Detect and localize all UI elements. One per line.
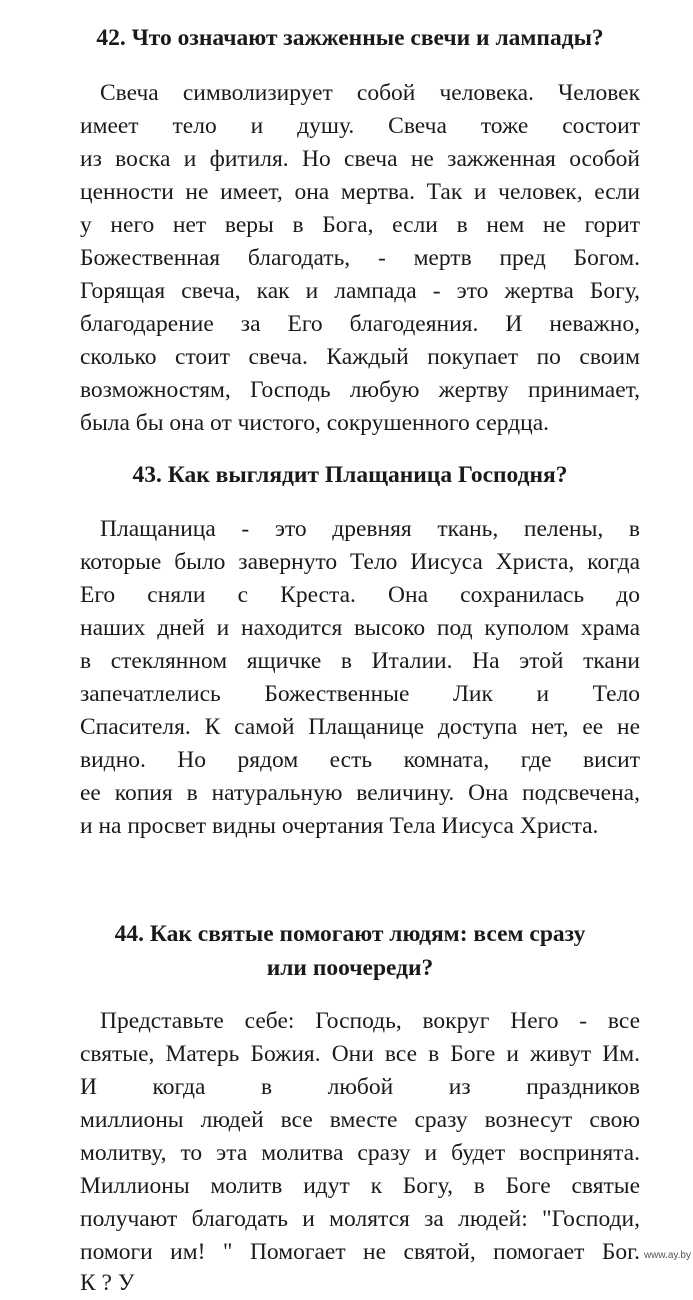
section-43-heading: 43. Как выглядит Плащаница Господня?: [132, 462, 568, 488]
paragraph-line: которые было завернуто Тело Иисуса Христа, когда: [80, 549, 640, 575]
paragraph-line: у него нет веры в Бога, если в нем не горит: [80, 212, 640, 238]
paragraph-line: получают благодать и молятся за людей: "Господи,: [80, 1206, 640, 1232]
paragraph-line-cut-off: К ? У: [80, 1270, 135, 1296]
paragraph-line: Спасителя. К самой Плащанице доступа нет, ее не: [80, 714, 640, 740]
section-42-heading: 42. Что означают зажженные свечи и лампады?: [96, 25, 604, 51]
paragraph-line: Представьте себе: Господь, вокруг Него - все: [100, 1008, 640, 1034]
paragraph-line: из воска и фитиля. Но свеча не зажженная особой: [80, 146, 640, 172]
paragraph-line: была бы она от чистого, сокрушенного сердца.: [80, 410, 550, 436]
paragraph-line: ценности не имеет, она мертва. Так и человек, если: [80, 179, 640, 205]
paragraph-line: видно. Но рядом есть комната, где висит: [80, 747, 640, 773]
watermark: www.ay.by: [643, 1250, 691, 1261]
paragraph-line: сколько стоит свеча. Каждый покупает по своим: [80, 344, 640, 370]
paragraph-line: помоги им! " Помогает не святой, помогает Бог.: [80, 1239, 640, 1265]
paragraph-line: имеет тело и душу. Свеча тоже состоит: [80, 113, 640, 139]
paragraph-line: миллионы людей все вместе сразу вознесут свою: [80, 1107, 640, 1133]
paragraph-line: Миллионы молитв идут к Богу, в Боге святые: [80, 1173, 640, 1199]
paragraph-line: Плащаница - это древняя ткань, пелены, в: [100, 516, 640, 542]
paragraph-line: запечатлелись Божественные Лик и Тело: [80, 681, 640, 707]
paragraph-line: ее копия в натуральную величину. Она подсвечена,: [80, 780, 640, 806]
paragraph-line: в стеклянном ящичке в Италии. На этой ткани: [80, 648, 640, 674]
paragraph-line: И когда в любой из праздников: [80, 1074, 640, 1100]
paragraph-line: наших дней и находится высоко под куполом храма: [80, 615, 640, 641]
paragraph-line: благодарение за Его благодеяния. И неважно,: [80, 311, 640, 337]
paragraph-line: Его сняли с Креста. Она сохранилась до: [80, 582, 640, 608]
paragraph-line: Горящая свеча, как и лампада - это жертва Богу,: [80, 278, 640, 304]
paragraph-line: возможностям, Господь любую жертву принимает,: [80, 377, 640, 403]
paragraph-line: Свеча символизирует собой человека. Человек: [100, 80, 640, 106]
section-44-heading-continued: или поочереди?: [266, 955, 434, 981]
paragraph-line: Божественная благодать, - мертв пред Богом.: [80, 245, 640, 271]
paragraph-line: и на просвет видны очертания Тела Иисуса Христа.: [80, 813, 599, 839]
paragraph-line: святые, Матерь Божия. Они все в Боге и живут Им.: [80, 1041, 640, 1067]
section-44-heading: 44. Как святые помогают людям: всем сразу: [114, 921, 586, 947]
paragraph-line: молитву, то эта молитва сразу и будет воспринята.: [80, 1140, 640, 1166]
